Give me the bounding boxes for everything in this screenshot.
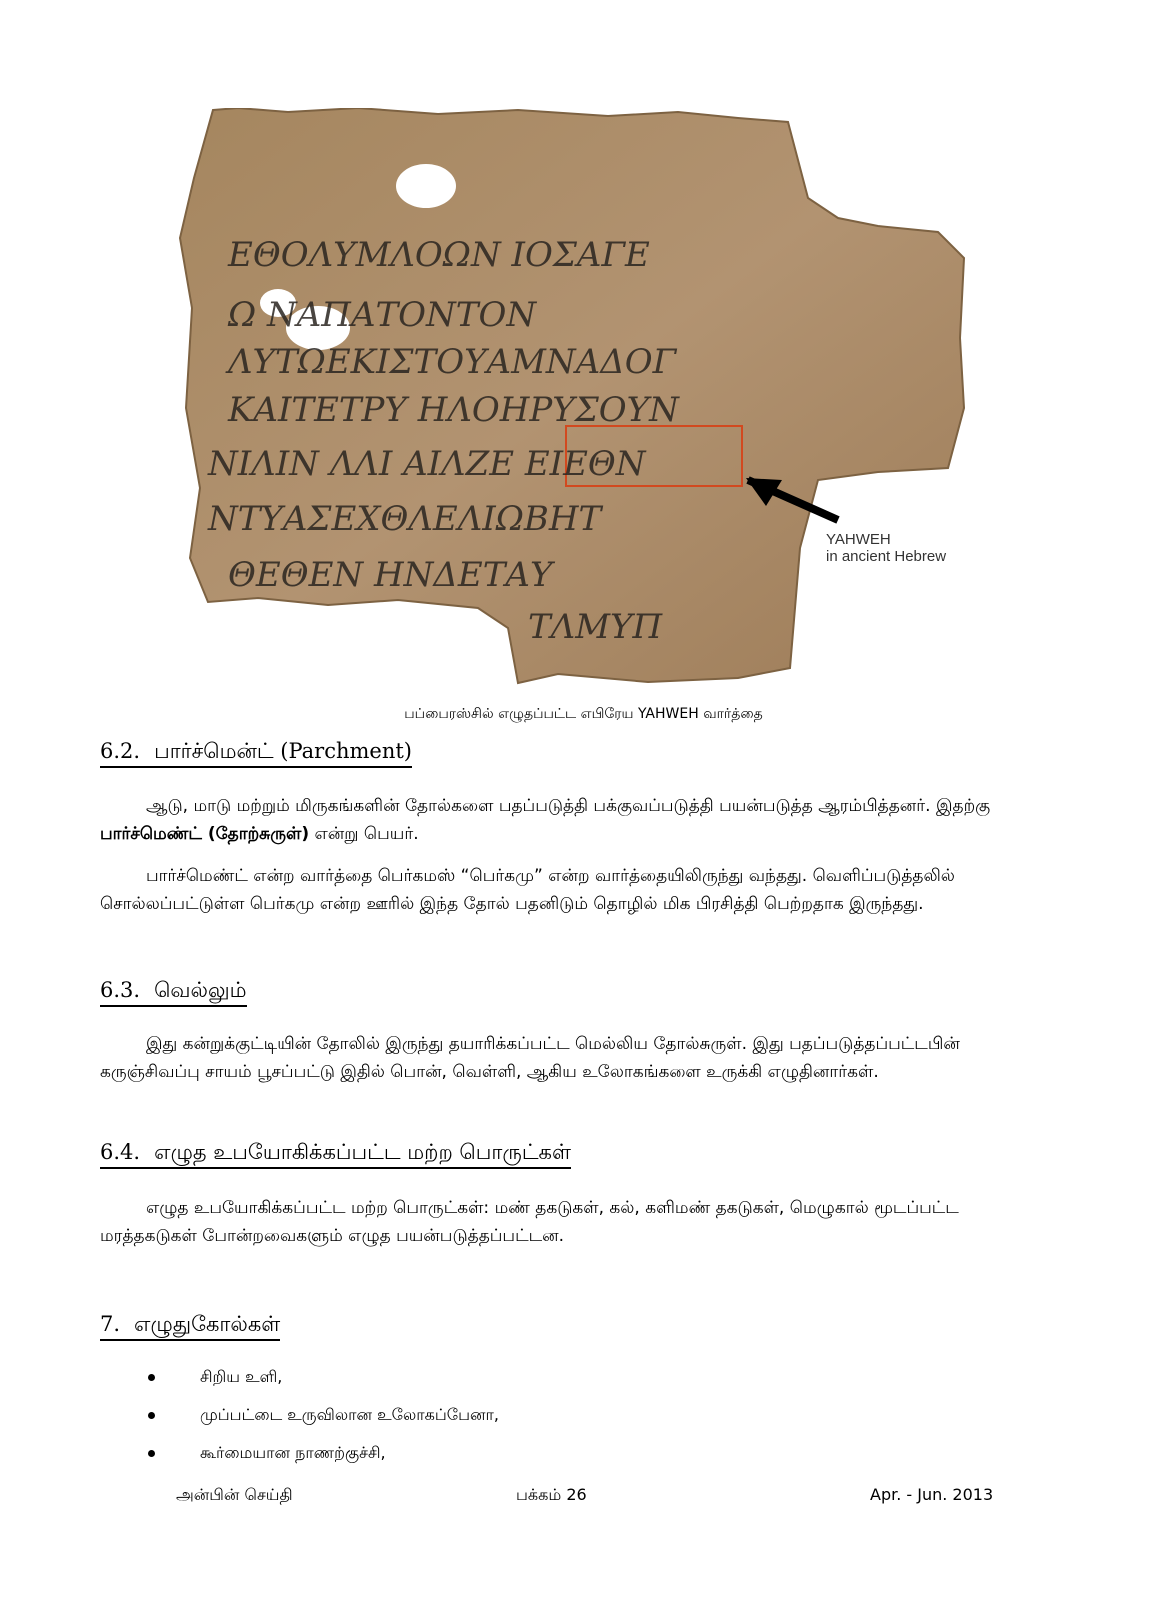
papyrus-greek-line-4: ΚΑΙΤΕΤΡΥ ΗΛΟΗΡΥΣΟΥΝ [228, 390, 679, 430]
heading-number: 6.2. [100, 739, 141, 763]
list-item-text: முப்பட்டை உருவிலான உலோகப்பேனா, [200, 1405, 499, 1424]
heading-title: எழுத உபயோகிக்கப்பட்ட மற்ற பொருட்கள் [154, 1140, 571, 1164]
paragraph-parchment-2 [100, 862, 1060, 918]
heading-6-4 [100, 1138, 571, 1169]
footer-issue-date: Apr. - Jun. 2013 [870, 1485, 994, 1504]
bullet-icon [148, 1412, 155, 1419]
heading-title: வெல்லும் [154, 978, 247, 1002]
list-item-text: கூர்மையான நாணற்குச்சி, [200, 1443, 386, 1462]
papyrus-image [178, 108, 978, 688]
papyrus-greek-line-2: Ω ΝΑΠΑΤΟΝΤΟΝ [228, 295, 537, 335]
paragraph-parchment-1 [100, 792, 1060, 848]
paragraph-vellum [100, 1030, 1060, 1086]
heading-number: 7. [100, 1312, 121, 1336]
heading-title: எழுதுகோல்கள் [134, 1312, 281, 1336]
list-item [140, 1402, 499, 1440]
footer-publication-name: அன்பின் செய்தி [176, 1485, 293, 1504]
paragraph-text: இது கன்றுக்குட்டியின் தோலில் இருந்து தயாரிக்கப்பட்ட மெல்லிய தோல்சுருள். இது பதப்படுத்தப்பட்டபின் கருஞ்சிவப்பு சாயம் பூசப்பட்டு இதில் பொன், வெள்ளி, ஆகிய உலோகங்களை உருக்கி எழுதினார்கள். [100, 1034, 960, 1082]
papyrus-greek-line-5: ΝΙΛΙΝ ΛΛΙ ΑΙΛΖΕ ΕΙΕΘΝ [208, 444, 646, 484]
paragraph-text: ஆடு, மாடு மற்றும் மிருகங்களின் தோல்களை பதப்படுத்தி பக்குவப்படுத்தி பயன்படுத்த ஆரம்பித்தனர். இதற்கு [146, 796, 991, 816]
heading-6-2 [100, 737, 412, 768]
papyrus-greek-line-3: ΛΥΤΩΕΚΙΣΤΟΥΑΜΝΑΔΟΓ [228, 342, 677, 382]
papyrus-greek-line-1: ΕΘΟΛΥΜΛΟΩΝ ΙΟΣΑΓΕ [228, 235, 650, 275]
ancient-hebrew-label: in ancient Hebrew [826, 548, 947, 565]
paragraph-text: எழுத உபயோகிக்கப்பட்ட மற்ற பொருட்கள்: மண் தகடுகள், கல், களிமண் தகடுகள், மெழுகால் மூடப்பட்ட மரத்தகடுகள் போன்றவைகளும் எழுத பயன்படுத்தப்பட்டன. [100, 1198, 959, 1246]
heading-7 [100, 1310, 280, 1341]
paragraph-other-materials [100, 1194, 1060, 1250]
papyrus-greek-line-7: ΘΕΘΕΝ ΗΝΔΕΤΑΥ [228, 555, 553, 595]
heading-6-3 [100, 976, 247, 1007]
figure-caption: பப்பைரஸ்சில் எழுதப்பட்ட எபிரேய YAHWEH வார்த்தை [404, 706, 763, 722]
papyrus-greek-line-8: ΤΛΜΥΠ [528, 607, 663, 647]
parchment-bold-term: பார்ச்மெண்ட் (தோற்சுருள்) [100, 824, 310, 844]
heading-number: 6.4. [100, 1140, 141, 1164]
bullet-icon [148, 1374, 155, 1381]
list-item [140, 1440, 499, 1478]
papyrus-greek-line-6: ΝΤΥΑΣΕΧΘΛΕΛΙΩΒΗΤ [208, 499, 602, 539]
yahweh-arrow-label [826, 531, 946, 565]
list-item [140, 1364, 499, 1402]
heading-number: 6.3. [100, 978, 141, 1002]
list-item-text: சிறிய உளி, [200, 1367, 283, 1386]
heading-title: பார்ச்மென்ட் (Parchment) [154, 739, 412, 763]
papyrus-fragment-illustration [178, 108, 978, 688]
yahweh-label: YAHWEH [826, 531, 891, 548]
bullet-icon [148, 1450, 155, 1457]
paragraph-text: பார்ச்மெண்ட் என்ற வார்த்தை பெர்கமஸ் “பெர்கமு” என்ற வார்த்தையிலிருந்து வந்தது. வெளிப்படுத்தலில் சொல்லப்பட்டுள்ள பெர்கமு என்ற ஊரில் இந்த தோல் பதனிடும் தொழில் மிக பிரசித்தி பெற்றதாக இருந்தது. [100, 866, 955, 914]
paragraph-text: என்று பெயர். [309, 824, 419, 844]
writing-tools-list [140, 1364, 499, 1478]
footer-page-number: பக்கம் 26 [516, 1485, 587, 1504]
